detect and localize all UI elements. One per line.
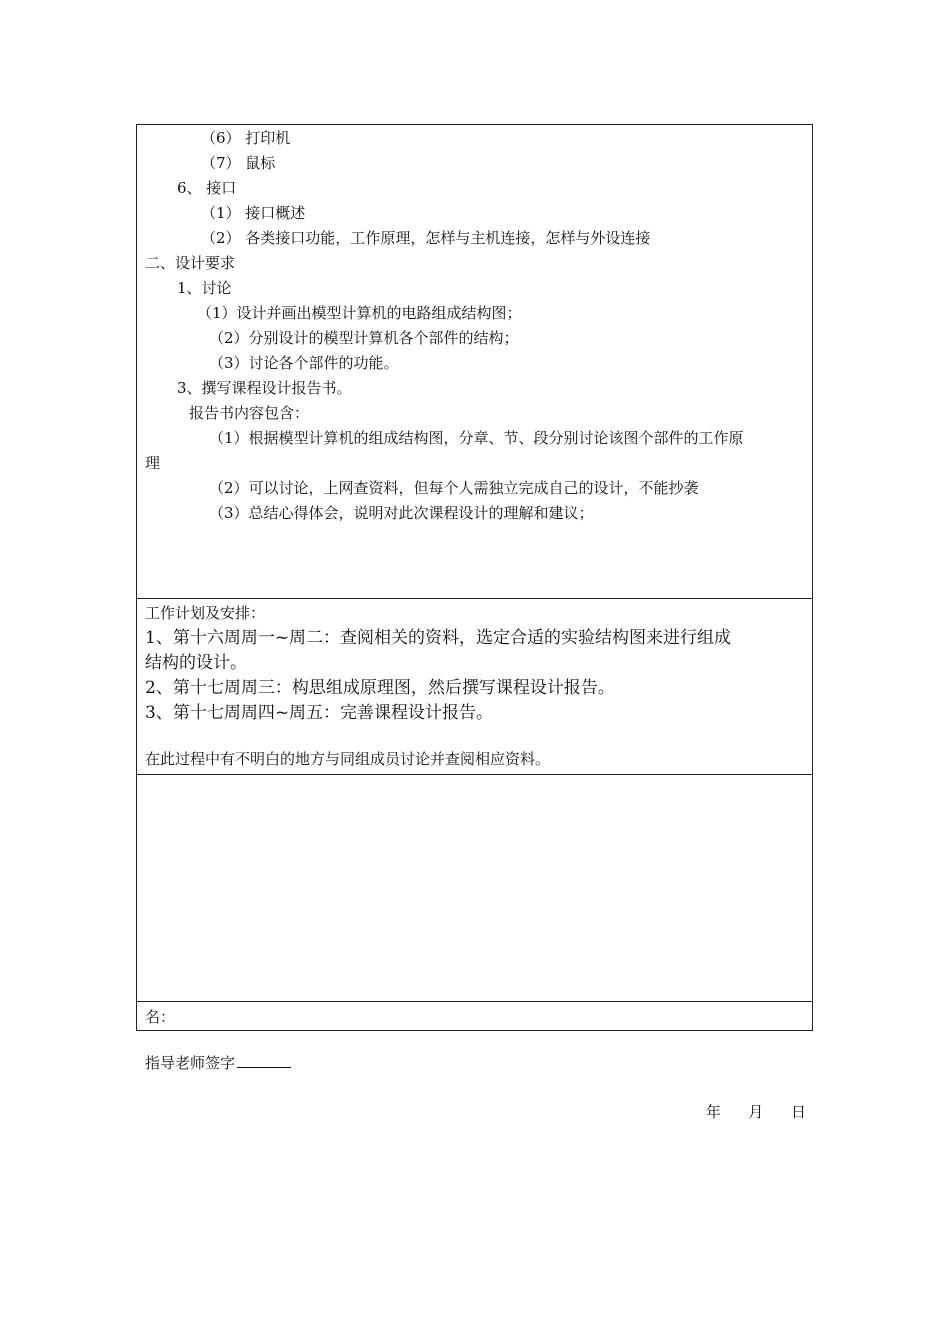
plan-note: 在此过程中有不明白的地方与同组成员讨论并查阅相应资料。 [145,750,551,768]
plan-item: 1、第十六周周一~周二：查阅相关的资料，选定合适的实验结构图来进行组成 [145,628,732,648]
signature-label: 指导老师签字 [145,1054,236,1072]
signature-row [145,1053,291,1073]
work-plan-cell [136,598,813,774]
list-item: （3）总结心得体会，说明对此次课程设计的理解和建议； [209,504,594,522]
list-item-continuation: 理 [145,454,161,472]
list-item: （6） 打印机 [201,129,291,147]
signature-cell [136,774,813,1121]
list-item: （2） 各类接口功能，工作原理，怎样与主机连接，怎样与外设连接 [201,229,651,247]
plan-item: 3、第十七周周四~周五：完善课程设计报告。 [145,703,494,723]
day-label: 日 [790,1103,806,1121]
list-item: （2）分别设计的模型计算机各个部件的结构； [209,329,519,347]
list-item: （1）根据模型计算机的组成结构图，分章、节、段分别讨论该图个部件的工作原 [209,429,744,447]
list-item: （1） 接口概述 [201,204,306,222]
list-item: （1）设计并画出模型计算机的电路组成结构图； [197,304,522,322]
year-label: 年 [705,1103,721,1121]
list-item: 6、 接口 [177,179,237,197]
plan-item: 2、第十七周周三：构思组成原理图，然后撰写课程设计报告。 [145,678,615,698]
work-plan-heading: 工作计划及安排： [145,604,266,622]
list-item: 报告书内容包含： [189,404,310,422]
signature-blank [237,1053,291,1068]
list-item: （3）讨论各个部件的功能。 [209,354,399,372]
section-heading: 二、设计要求 [145,254,236,272]
list-item: （7） 鼠标 [201,154,276,172]
date-row [706,1102,806,1122]
list-item: （2）可以讨论，上网查资料，但每个人需独立完成自己的设计，不能抄袭 [209,479,699,497]
list-item: 1、讨论 [177,279,232,297]
plan-item-continuation: 结构的设计。 [145,653,247,673]
month-label: 月 [748,1103,764,1121]
name-label: 名： [145,1008,176,1026]
name-cell [136,1001,813,1031]
list-item: 3、撰写课程设计报告书。 [177,379,352,397]
design-requirements-cell [136,124,813,598]
